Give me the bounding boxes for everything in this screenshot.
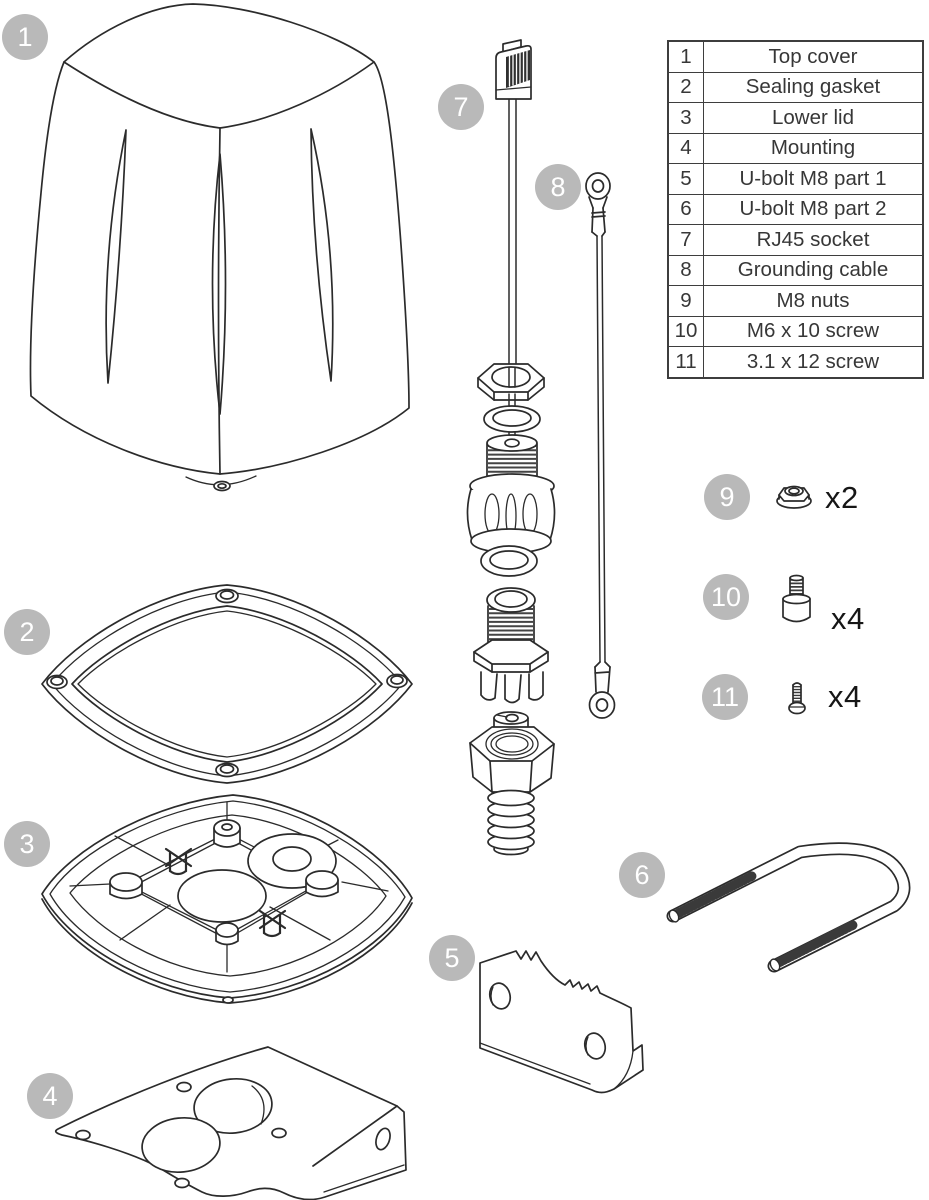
part-number: 4 — [668, 133, 704, 164]
qty-label-small-screws: x4 — [828, 679, 862, 714]
part-name: U-bolt M8 part 1 — [704, 164, 924, 195]
part-name: RJ45 socket — [704, 225, 924, 256]
part-number: 8 — [668, 255, 704, 286]
part-number: 2 — [668, 72, 704, 103]
callout-7-rj45-socket: 7 — [438, 84, 484, 130]
table-row — [668, 347, 923, 378]
grounding-cable-drawing — [586, 173, 615, 718]
callout-8-grounding-cable: 8 — [535, 164, 581, 210]
part-name: Mounting — [704, 133, 924, 164]
lower-lid-drawing — [42, 795, 412, 1003]
part-number: 7 — [668, 225, 704, 256]
gland-body — [467, 435, 554, 553]
gland-claw-nut — [474, 588, 548, 703]
gland-washer — [481, 546, 537, 576]
part-name: M8 nuts — [704, 286, 924, 317]
part-name: 3.1 x 12 screw — [704, 347, 924, 378]
part-name: Lower lid — [704, 103, 924, 134]
parts-list-table — [667, 40, 924, 379]
table-row — [668, 286, 923, 317]
callout-10-m6-screw: 10 — [703, 574, 749, 620]
table-row — [668, 194, 923, 225]
callout-6-ubolt-part2: 6 — [619, 852, 665, 898]
table-row — [668, 103, 923, 134]
part-number: 10 — [668, 316, 704, 347]
callout-4-mounting: 4 — [27, 1073, 73, 1119]
part-name: U-bolt M8 part 2 — [704, 194, 924, 225]
table-row — [668, 225, 923, 256]
table-row — [668, 316, 923, 347]
self-tap-screw-icon — [789, 683, 805, 714]
rj45-plug — [496, 40, 531, 99]
part-number: 9 — [668, 286, 704, 317]
qty-label-m6-screws: x4 — [831, 601, 865, 636]
part-number: 1 — [668, 41, 704, 72]
table-row — [668, 41, 923, 72]
m6-screw-icon — [783, 576, 810, 622]
part-number: 11 — [668, 347, 704, 378]
gland-oring — [484, 406, 540, 432]
table-row — [668, 255, 923, 286]
table-row — [668, 72, 923, 103]
u-bolt-drawing — [667, 849, 904, 973]
gland-hex-bellows — [470, 727, 554, 855]
part-number: 6 — [668, 194, 704, 225]
callout-3-lower-lid: 3 — [4, 821, 50, 867]
table-row — [668, 133, 923, 164]
callout-11-small-screw: 11 — [702, 674, 748, 720]
part-name: M6 x 10 screw — [704, 316, 924, 347]
mounting-bracket-drawing — [56, 1047, 406, 1200]
table-row — [668, 164, 923, 195]
callout-2-sealing-gasket: 2 — [4, 609, 50, 655]
top-cover-drawing — [30, 4, 409, 491]
sealing-gasket-drawing — [42, 585, 412, 783]
part-name: Grounding cable — [704, 255, 924, 286]
m8-nut-icon — [777, 487, 811, 509]
callout-5-ubolt-part1: 5 — [429, 935, 475, 981]
part-number: 3 — [668, 103, 704, 134]
callout-9-m8-nuts: 9 — [704, 474, 750, 520]
ubolt-saddle-bracket-drawing — [480, 951, 643, 1093]
qty-label-m8-nuts: x2 — [825, 480, 859, 515]
callout-1-top-cover: 1 — [2, 14, 48, 60]
rj45-cable-gland-drawing — [467, 40, 554, 855]
part-name: Top cover — [704, 41, 924, 72]
part-number: 5 — [668, 164, 704, 195]
part-name: Sealing gasket — [704, 72, 924, 103]
gland-locknut — [478, 364, 544, 400]
